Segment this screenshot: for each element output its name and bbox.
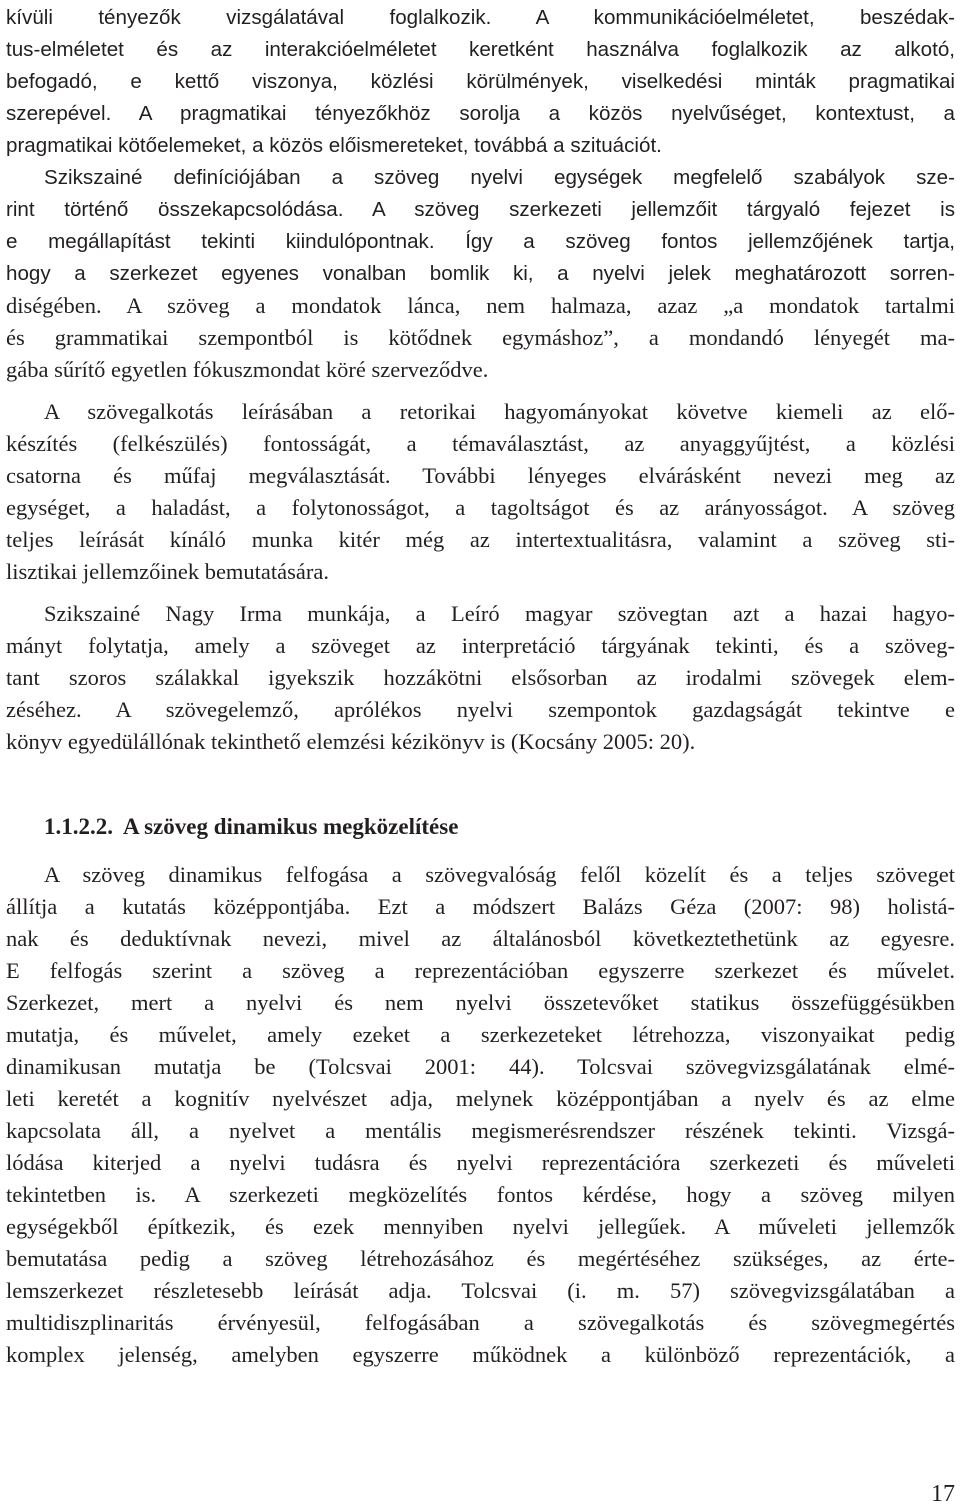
text-line: bemutatása pedig a szöveg létrehozásához és megértéséhez szükséges, az érte- xyxy=(6,1246,955,1271)
text-line: Szikszainé definíciójában a szöveg nyelvi egységek megfelelő szabályok sze- xyxy=(44,166,955,189)
text-line: teljes leírását kínáló munka kitér még az intertextualitásra, valamint a szöveg sti- xyxy=(6,527,955,552)
text-line: egységet, a haladást, a folytonosságot, a tagoltságot és az arányosságot. A szöveg xyxy=(6,495,955,520)
text-line: egységekből építkezik, és ezek mennyiben nyelvi jellegűek. A műveleti jellemzők xyxy=(6,1214,955,1239)
text-line: rint történő összekapcsolódása. A szöveg szerkezeti jellemzőit tárgyaló fejezet is xyxy=(6,198,955,221)
text-line: komplex jelenség, amelyben egyszerre működnek a különböző reprezentációk, a xyxy=(6,1342,955,1367)
text-line: e megállapítást tekinti kiindulópontnak. Így a szöveg fontos jellemzőjének tartja, xyxy=(6,230,955,253)
text-line: tus-elméletet és az interakcióelméletet keretként használva foglalkozik az alkotó, xyxy=(6,38,955,61)
text-line: könyv egyedülállónak tekinthető elemzési kézikönyv is (Kocsány 2005: 20). xyxy=(6,729,696,754)
text-line: A szövegalkotás leírásában a retorikai hagyományokat követve kiemeli az elő- xyxy=(44,399,955,424)
text-line: befogadó, e kettő viszonya, közlési körülmények, viselkedési minták pragmatikai xyxy=(6,70,955,93)
text-line: kívüli tényezők vizsgálatával foglalkozik. A kommunikációelméletet, beszédak- xyxy=(6,6,955,29)
section-title: A szöveg dinamikus megközelítése xyxy=(123,814,459,839)
section-heading xyxy=(44,811,458,843)
text-line: Szikszainé Nagy Irma munkája, a Leíró magyar szövegtan azt a hazai hagyo- xyxy=(44,601,955,626)
text-line: Szerkezet, mert a nyelvi és nem nyelvi összetevőket statikus összefüggésükben xyxy=(6,990,955,1015)
text-line: tant szoros szálakkal igyekszik hozzákötni elsősorban az irodalmi szövegek elem- xyxy=(6,665,955,690)
text-line: E felfogás szerint a szöveg a reprezentációban egyszerre szerkezet és művelet. xyxy=(6,958,955,983)
text-line: tekintetben is. A szerkezeti megközelítés fontos kérdése, hogy a szöveg milyen xyxy=(6,1182,955,1207)
text-line: csatorna és műfaj megválasztását. További lényeges elvárásként nevezi meg az xyxy=(6,463,955,488)
text-line: nak és deduktívnak nevezi, mivel az általánosból következtethetünk az egyesre. xyxy=(6,926,955,951)
text-line: dinamikusan mutatja be (Tolcsvai 2001: 44). Tolcsvai szövegvizsgálatának elmé- xyxy=(6,1054,955,1079)
text-line: diségében. A szöveg a mondatok lánca, nem halmaza, azaz „a mondatok tartalmi xyxy=(6,293,955,318)
text-line: kapcsolata áll, a nyelvet a mentális megismerésrendszer részének tekinti. Vizsgá- xyxy=(6,1118,955,1143)
text-line: készítés (felkészülés) fontosságát, a témaválasztást, az anyaggyűjtést, a közlési xyxy=(6,431,955,456)
text-line: hogy a szerkezet egyenes vonalban bomlik ki, a nyelvi jelek meghatározott sorren- xyxy=(6,262,955,285)
text-line: lódása kiterjed a nyelvi tudásra és nyelvi reprezentációra szerkezeti és műveleti xyxy=(6,1150,955,1175)
text-line: mányt folytatja, amely a szöveget az interpretáció tárgyának tekinti, és a szöveg- xyxy=(6,633,955,658)
text-line: zéséhez. A szövegelemző, aprólékos nyelvi szempontok gazdagságát tekintve e xyxy=(6,697,955,722)
text-line: leti keretét a kognitív nyelvészet adja, melynek középpontjában a nyelv és az elme xyxy=(6,1086,955,1111)
text-line: szerepével. A pragmatikai tényezőkhöz sorolja a közös nyelvűséget, kontextust, a xyxy=(6,102,955,125)
text-line: gába sűrítő egyetlen fókuszmondat köré szerveződve. xyxy=(6,357,489,382)
text-line: állítja a kutatás középpontjába. Ezt a módszert Balázs Géza (2007: 98) holistá- xyxy=(6,894,955,919)
text-line: multidiszplinaritás érvényesül, felfogásában a szövegalkotás és szövegmegértés xyxy=(6,1310,955,1335)
text-line: pragmatikai kötőelemeket, a közös előismereteket, továbbá a szituációt. xyxy=(6,134,662,157)
text-line: A szöveg dinamikus felfogása a szövegvalóság felől közelít és a teljes szöveget xyxy=(44,862,955,887)
text-line: és grammatikai szempontból is kötődnek egymáshoz”, a mondandó lényegét ma- xyxy=(6,325,955,350)
section-number: 1.1.2.2. xyxy=(44,814,113,839)
text-line: lemszerkezet részletesebb leírását adja. Tolcsvai (i. m. 57) szövegvizsgálatában a xyxy=(6,1278,955,1303)
text-line: lisztikai jellemzőinek bemutatására. xyxy=(6,559,329,584)
page-number: 17 xyxy=(931,1481,955,1507)
text-line: mutatja, és művelet, amely ezeket a szerkezeteket létrehozza, viszonyaikat pedig xyxy=(6,1022,955,1047)
